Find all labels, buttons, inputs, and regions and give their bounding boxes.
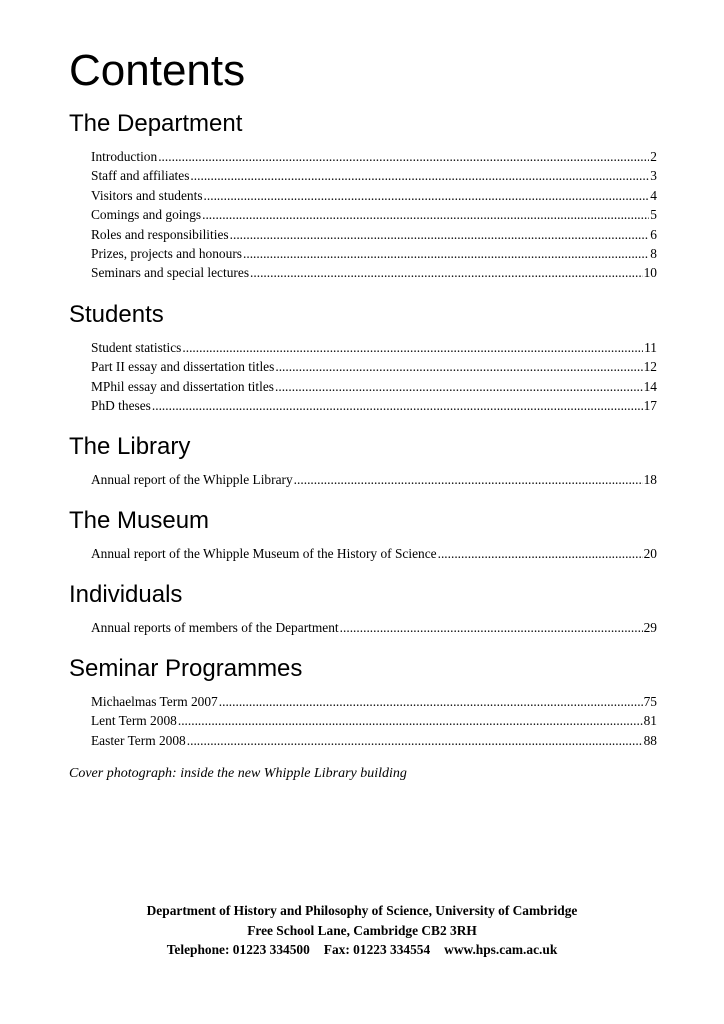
toc-entry-label: Annual report of the Whipple Museum of the History of Science: [91, 546, 437, 561]
toc-list: [69, 470, 657, 489]
toc-entry-label: Lent Term 2008: [91, 713, 177, 729]
dot-leader: [250, 263, 643, 282]
toc-list: [69, 338, 657, 416]
toc-entry-page: 6: [650, 226, 657, 242]
section-individuals: [69, 581, 657, 637]
toc-list: [69, 544, 657, 563]
toc-entry-label: Student statistics: [91, 340, 182, 355]
toc-entry[interactable]: [91, 357, 657, 376]
dot-leader: [202, 205, 649, 224]
toc-entry-label: Comings and goings: [91, 207, 202, 223]
page-title: Contents: [69, 46, 246, 95]
toc-entry-page: 81: [643, 713, 657, 729]
toc-entry-label: Part II essay and dissertation titles: [91, 359, 275, 375]
toc-entry-label: Roles and responsibilities: [91, 226, 229, 242]
dot-leader: [158, 147, 649, 166]
toc-entry-label: Seminars and special lectures: [91, 265, 250, 281]
toc-entry-page: 12: [643, 359, 657, 375]
dot-leader: [219, 692, 643, 711]
dot-leader: [230, 225, 650, 244]
dot-leader: [275, 377, 643, 396]
footer-department-line: Department of History and Philosophy of Science, University of Cambridge: [146, 903, 578, 918]
toc-entry-page: 8: [650, 245, 657, 261]
toc-entry-label: Visitors and students: [91, 187, 203, 203]
toc-list: [69, 618, 657, 637]
dot-leader: [340, 618, 643, 637]
section-heading: The Library: [69, 433, 191, 460]
dot-leader: [182, 338, 643, 357]
toc-entry-label: PhD theses: [91, 398, 151, 414]
toc-entry[interactable]: [91, 711, 657, 730]
toc-entry[interactable]: [91, 244, 657, 263]
dot-leader: [438, 544, 643, 563]
toc-entry-page: 5: [650, 207, 657, 223]
toc-entry-page: 10: [643, 265, 657, 281]
dot-leader: [187, 731, 643, 750]
cover-photo-caption: Cover photograph: inside the new Whipple Library building: [69, 766, 407, 781]
toc-entry-label: Staff and affiliates: [91, 168, 190, 184]
toc-entry[interactable]: [91, 263, 657, 282]
section-the-museum: [69, 507, 657, 563]
section-heading: Students: [69, 301, 164, 328]
section-the-department: [69, 110, 657, 283]
toc-entry-page: 2: [650, 149, 657, 164]
toc-entry-page: 29: [643, 620, 657, 635]
toc-entry[interactable]: [91, 618, 657, 637]
toc-entry-label: Easter Term 2008: [91, 732, 186, 748]
dot-leader: [275, 357, 642, 376]
toc-entry-label: Introduction: [91, 149, 158, 164]
toc-entry-page: 75: [643, 694, 657, 709]
toc-entry-label: MPhil essay and dissertation titles: [91, 378, 274, 394]
section-students: [69, 301, 657, 416]
section-seminar-programmes: [69, 655, 657, 750]
section-the-library: [69, 433, 657, 489]
toc-entry-page: 88: [643, 732, 657, 748]
toc-entry[interactable]: [91, 544, 657, 563]
footer-website-link[interactable]: www.hps.cam.ac.uk: [444, 942, 558, 957]
toc-entry[interactable]: [91, 166, 657, 185]
toc-entry-label: Michaelmas Term 2007: [91, 694, 218, 709]
dot-leader: [190, 166, 649, 185]
toc-entry[interactable]: [91, 396, 657, 415]
toc-entry[interactable]: [91, 377, 657, 396]
section-heading: The Department: [69, 110, 243, 137]
dot-leader: [152, 396, 643, 415]
toc-entry-label: Prizes, projects and honours: [91, 245, 242, 261]
toc-entry-page: 17: [643, 398, 657, 414]
toc-entry-page: 14: [643, 378, 657, 394]
toc-entry[interactable]: [91, 731, 657, 750]
toc-entry-page: 18: [643, 472, 657, 487]
toc-entry-page: 20: [643, 546, 657, 561]
toc-entry-page: 11: [644, 340, 657, 355]
dot-leader: [204, 186, 650, 205]
toc-entry[interactable]: [91, 338, 657, 357]
toc-entry-page: 4: [650, 187, 657, 203]
toc-list: [69, 147, 657, 283]
section-heading: The Museum: [69, 507, 210, 534]
section-heading: Individuals: [69, 581, 183, 608]
dot-leader: [178, 711, 643, 730]
department-footer: [0, 901, 724, 960]
footer-telephone: Telephone: 01223 334500: [166, 942, 310, 957]
toc-entry[interactable]: [91, 225, 657, 244]
dot-leader: [243, 244, 649, 263]
toc-entry[interactable]: [91, 692, 657, 711]
toc-entry[interactable]: [91, 205, 657, 224]
footer-fax: Fax: 01223 334554: [323, 942, 431, 957]
footer-contact-line: [0, 940, 724, 960]
toc-entry-label: Annual reports of members of the Department: [91, 620, 339, 635]
toc-entry[interactable]: [91, 147, 657, 166]
section-heading: Seminar Programmes: [69, 655, 303, 682]
dot-leader: [294, 470, 643, 489]
toc-entry[interactable]: [91, 470, 657, 489]
toc-entry-label: Annual report of the Whipple Library: [91, 472, 293, 487]
toc-list: [69, 692, 657, 750]
toc-entry-page: 3: [650, 168, 657, 184]
footer-address-line: Free School Lane, Cambridge CB2 3RH: [247, 922, 477, 938]
toc-entry[interactable]: [91, 186, 657, 205]
